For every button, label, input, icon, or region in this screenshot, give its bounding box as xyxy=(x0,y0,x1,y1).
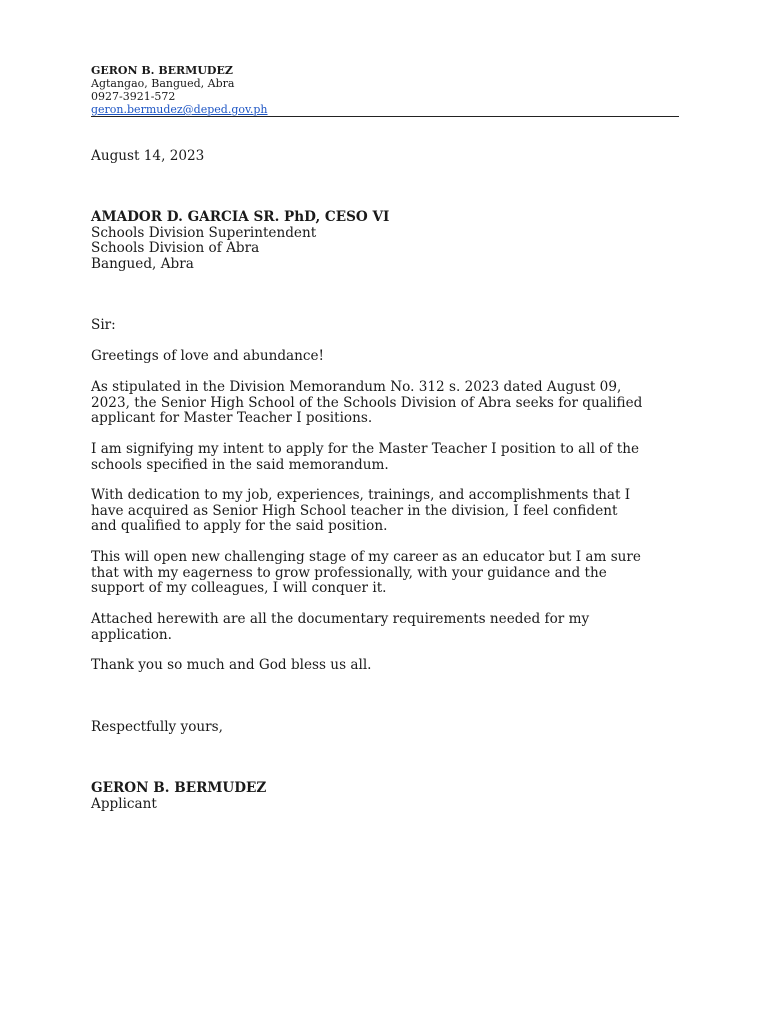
sender-name: GERON B. BERMUDEZ xyxy=(91,64,233,77)
paragraph-6 xyxy=(91,658,691,674)
paragraph-1 xyxy=(91,380,691,427)
sender-phone: 0927-3921-572 xyxy=(91,90,176,103)
paragraph-line: With dedication to my job, experiences, trainings, and accomplishments that I xyxy=(91,487,631,503)
closing-text: Respectfully yours, xyxy=(91,719,223,735)
thanks-text: Thank you so much and God bless us all. xyxy=(91,657,372,673)
recipient-office: Schools Division of Abra xyxy=(91,240,260,257)
recipient-name: AMADOR D. GARCIA SR. PhD, CESO VI xyxy=(91,209,390,225)
paragraph-2 xyxy=(91,442,691,473)
paragraph-line: schools specified in the said memorandum. xyxy=(91,456,389,473)
paragraph-line: This will open new challenging stage of my career as an educator but I am sure xyxy=(91,549,641,565)
greeting-paragraph xyxy=(91,349,691,365)
paragraph-4 xyxy=(91,550,691,597)
salutation xyxy=(91,318,691,334)
paragraph-line: I am signifying my intent to apply for the Master Teacher I position to all of the xyxy=(91,441,640,457)
header-divider xyxy=(91,116,679,117)
date-text: August 14, 2023 xyxy=(91,148,205,164)
salutation-text: Sir: xyxy=(91,317,116,333)
recipient-location: Bangued, Abra xyxy=(91,255,194,272)
paragraph-line: and qualified to apply for the said position. xyxy=(91,518,388,535)
closing xyxy=(91,720,691,736)
paragraph-line: application. xyxy=(91,626,172,643)
signature-role: Applicant xyxy=(91,795,157,812)
paragraph-line: 2023, the Senior High School of the Schools Division of Abra seeks for qualified xyxy=(91,394,643,411)
paragraph-line: applicant for Master Teacher I positions. xyxy=(91,410,373,427)
signature-block xyxy=(91,781,691,812)
paragraph-line: that with my eagerness to grow professionally, with your guidance and the xyxy=(91,564,607,581)
letter-date xyxy=(91,149,691,165)
paragraph-line: support of my colleagues, I will conquer it. xyxy=(91,580,387,597)
recipient-block xyxy=(91,210,691,272)
paragraph-5 xyxy=(91,612,691,643)
paragraph-3 xyxy=(91,488,691,535)
signature-name: GERON B. BERMUDEZ xyxy=(91,780,267,796)
paragraph-line: As stipulated in the Division Memorandum No. 312 s. 2023 dated August 09, xyxy=(91,379,622,395)
paragraph-line: have acquired as Senior High School teacher in the division, I feel confident xyxy=(91,502,618,519)
paragraph-line: Attached herewith are all the documentary requirements needed for my xyxy=(91,611,590,627)
sender-address: Agtangao, Bangued, Abra xyxy=(91,77,235,90)
recipient-title: Schools Division Superintendent xyxy=(91,224,317,241)
sender-email-link[interactable]: geron.bermudez@deped.gov.ph xyxy=(91,103,268,116)
sender-header xyxy=(91,64,679,116)
greeting-text: Greetings of love and abundance! xyxy=(91,348,325,364)
